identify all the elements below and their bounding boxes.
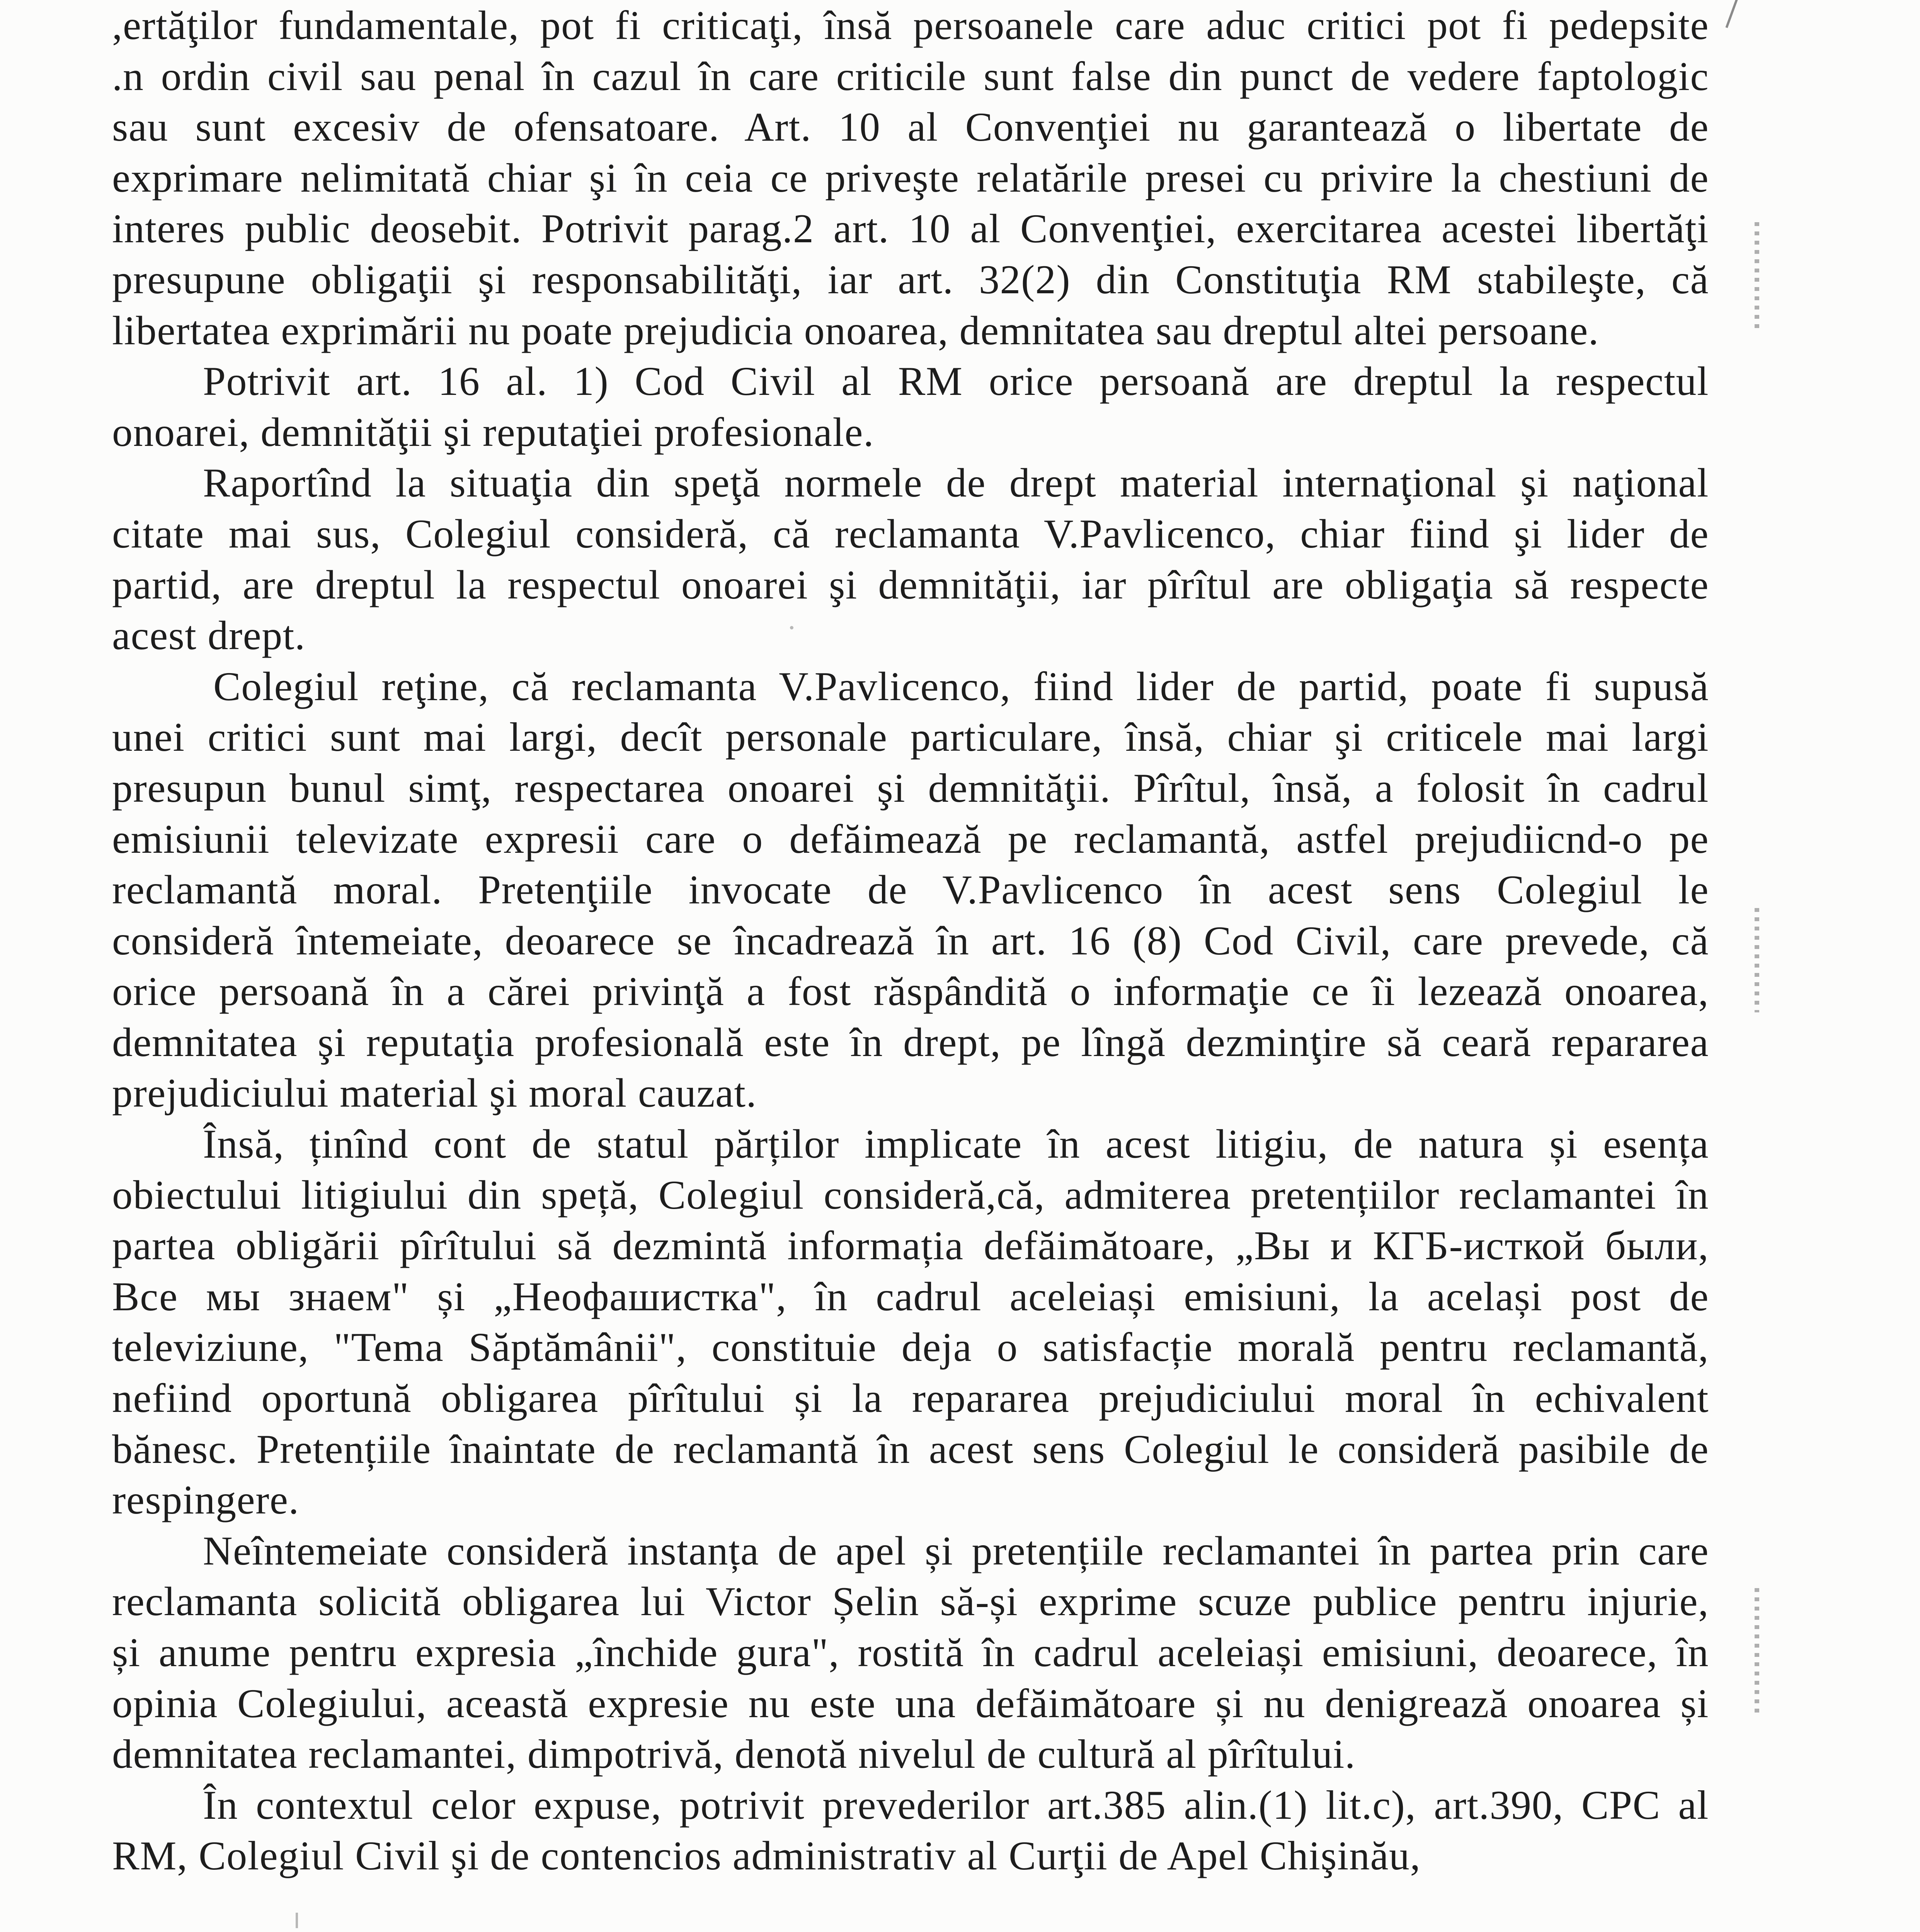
text-line: Potrivit art. 16 al. 1) Cod Civil al RM orice persoană are dreptul la respectul (203, 359, 1709, 404)
text-line: ,ertăţilor fundamentale, pot fi criticaţi, însă persoanele care aduc critici pot fi pedepsite (112, 3, 1709, 48)
text-line: prejudiciului material şi moral cauzat. (112, 1070, 757, 1116)
text-line: respingere. (112, 1477, 300, 1523)
text-line: reclamanta solicită obligarea lui Victor Șelin să-și exprime scuze publice pentru injurie, (112, 1579, 1709, 1624)
text-line: demnitatea reclamantei, dimpotrivă, denotă nivelul de cultură al pîrîtului. (112, 1731, 1356, 1777)
text-line: citate mai sus, Colegiul consideră, că reclamanta V.Pavlicenco, chiar fiind şi lider de (112, 511, 1709, 556)
text-line: În contextul celor expuse, potrivit prevederilor art.385 alin.(1) lit.c), art.390, CPC al (203, 1782, 1709, 1828)
text-line: orice persoană în a cărei privinţă a fost răspândită o informaţie ce îi lezează onoarea, (112, 969, 1709, 1014)
pen-mark (1726, 0, 1738, 28)
text-line: interes public deosebit. Potrivit parag.2 art. 10 al Convenţiei, exercitarea acestei libertăţi (112, 206, 1709, 252)
paragraph-freedom-of-expression (112, 0, 1709, 356)
text-line: nefiind oportună obligarea pîrîtului și la repararea prejudiciului moral în echivalent (112, 1376, 1709, 1421)
paragraph-unfounded-claims (112, 1526, 1709, 1780)
text-line: exprimare nelimitată chiar şi în ceia ce priveşte relatările presei cu privire la chestiuni de (112, 155, 1709, 201)
paragraph-moral-satisfaction (112, 1119, 1709, 1526)
text-line: Însă, ținînd cont de statul părților implicate în acest litigiu, de natura și esența (203, 1121, 1709, 1167)
paragraph-college-holds (112, 661, 1709, 1119)
paragraph-civil-code (112, 356, 1709, 457)
text-line: sau sunt excesiv de ofensatoare. Art. 10 al Convenţiei nu garantează o libertate de (112, 104, 1709, 150)
text-line: partea obligării pîrîtului să dezmintă informația defăimătoare, „Вы и КГБ-исткой были, (112, 1223, 1709, 1269)
text-line: obiectului litigiului din speță, Colegiul consideră,că, admiterea pretențiilor reclamantei în (112, 1172, 1709, 1218)
text-line: unei critici sunt mai largi, decît personale particulare, însă, chiar şi criticele mai largi (112, 714, 1709, 760)
text-line: și anume pentru expresia „închide gura", rostită în cadrul aceleiași emisiuni, deoarece, în (112, 1630, 1709, 1675)
text-line: partid, are dreptul la respectul onoarei şi demnităţii, iar pîrîtul are obligaţia să respecte (112, 562, 1709, 607)
text-line: RM, Colegiul Civil şi de contencios administrativ al Curţii de Apel Chişinău, (112, 1833, 1421, 1879)
text-line: consideră întemeiate, deoarece se încadrează în art. 16 (8) Cod Civil, care prevede, că (112, 918, 1709, 963)
text-line: reclamantă moral. Pretenţiile invocate de V.Pavlicenco în acest sens Colegiul le (112, 867, 1709, 913)
body-text (112, 0, 1709, 1881)
text-line: Neîntemeiate consideră instanța de apel și pretențiile reclamantei în partea prin care (203, 1528, 1709, 1573)
scan-speckle (1755, 1588, 1759, 1716)
text-line: televiziune, "Tema Săptămânii", constituie deja o satisfacție morală pentru reclamantă, (112, 1325, 1709, 1370)
text-line: Colegiul reţine, că reclamanta V.Pavlicenco, fiind lider de partid, poate fi supusă (213, 663, 1709, 709)
text-line: .n ordin civil sau penal în cazul în care criticile sunt false din punct de vedere faptologic (112, 53, 1709, 99)
text-line: demnitatea şi reputaţia profesională este în drept, pe lîngă dezminţire să ceară repararea (112, 1019, 1709, 1065)
paragraph-legal-basis (112, 1780, 1709, 1881)
text-line: Все мы знаем" și „Неофашистка", în cadrul aceleiași emisiuni, la același post de (112, 1274, 1709, 1319)
text-line: libertatea exprimării nu poate prejudicia onoarea, demnitatea sau dreptul altei persoane. (112, 308, 1599, 353)
text-line: opinia Colegiului, această expresie nu este una defăimătoare și nu denigrează onoarea și (112, 1680, 1709, 1726)
paragraph-reporting (112, 457, 1709, 661)
scan-speckle (296, 1913, 298, 1928)
text-line: onoarei, demnităţii şi reputaţiei profesionale. (112, 409, 874, 455)
text-line: acest drept. (112, 613, 306, 658)
text-line: presupune obligaţii şi responsabilităţi, iar art. 32(2) din Constituţia RM stabileşte, că (112, 257, 1709, 302)
scan-speckle (790, 626, 793, 629)
text-line: presupun bunul simţ, respectarea onoarei şi demnităţii. Pîrîtul, însă, a folosit în cadrul (112, 765, 1709, 811)
text-line: emisiunii televizate expresii care o defăimează pe reclamantă, astfel prejudiicnd-o pe (112, 816, 1709, 862)
scan-speckle (1755, 222, 1759, 330)
text-line: Raportînd la situaţia din speţă normele de drept material internaţional şi naţional (203, 460, 1709, 506)
text-line: bănesc. Pretențiile înaintate de reclamantă în acest sens Colegiul le consideră pasibile de (112, 1426, 1709, 1472)
scan-speckle (1755, 908, 1759, 1012)
